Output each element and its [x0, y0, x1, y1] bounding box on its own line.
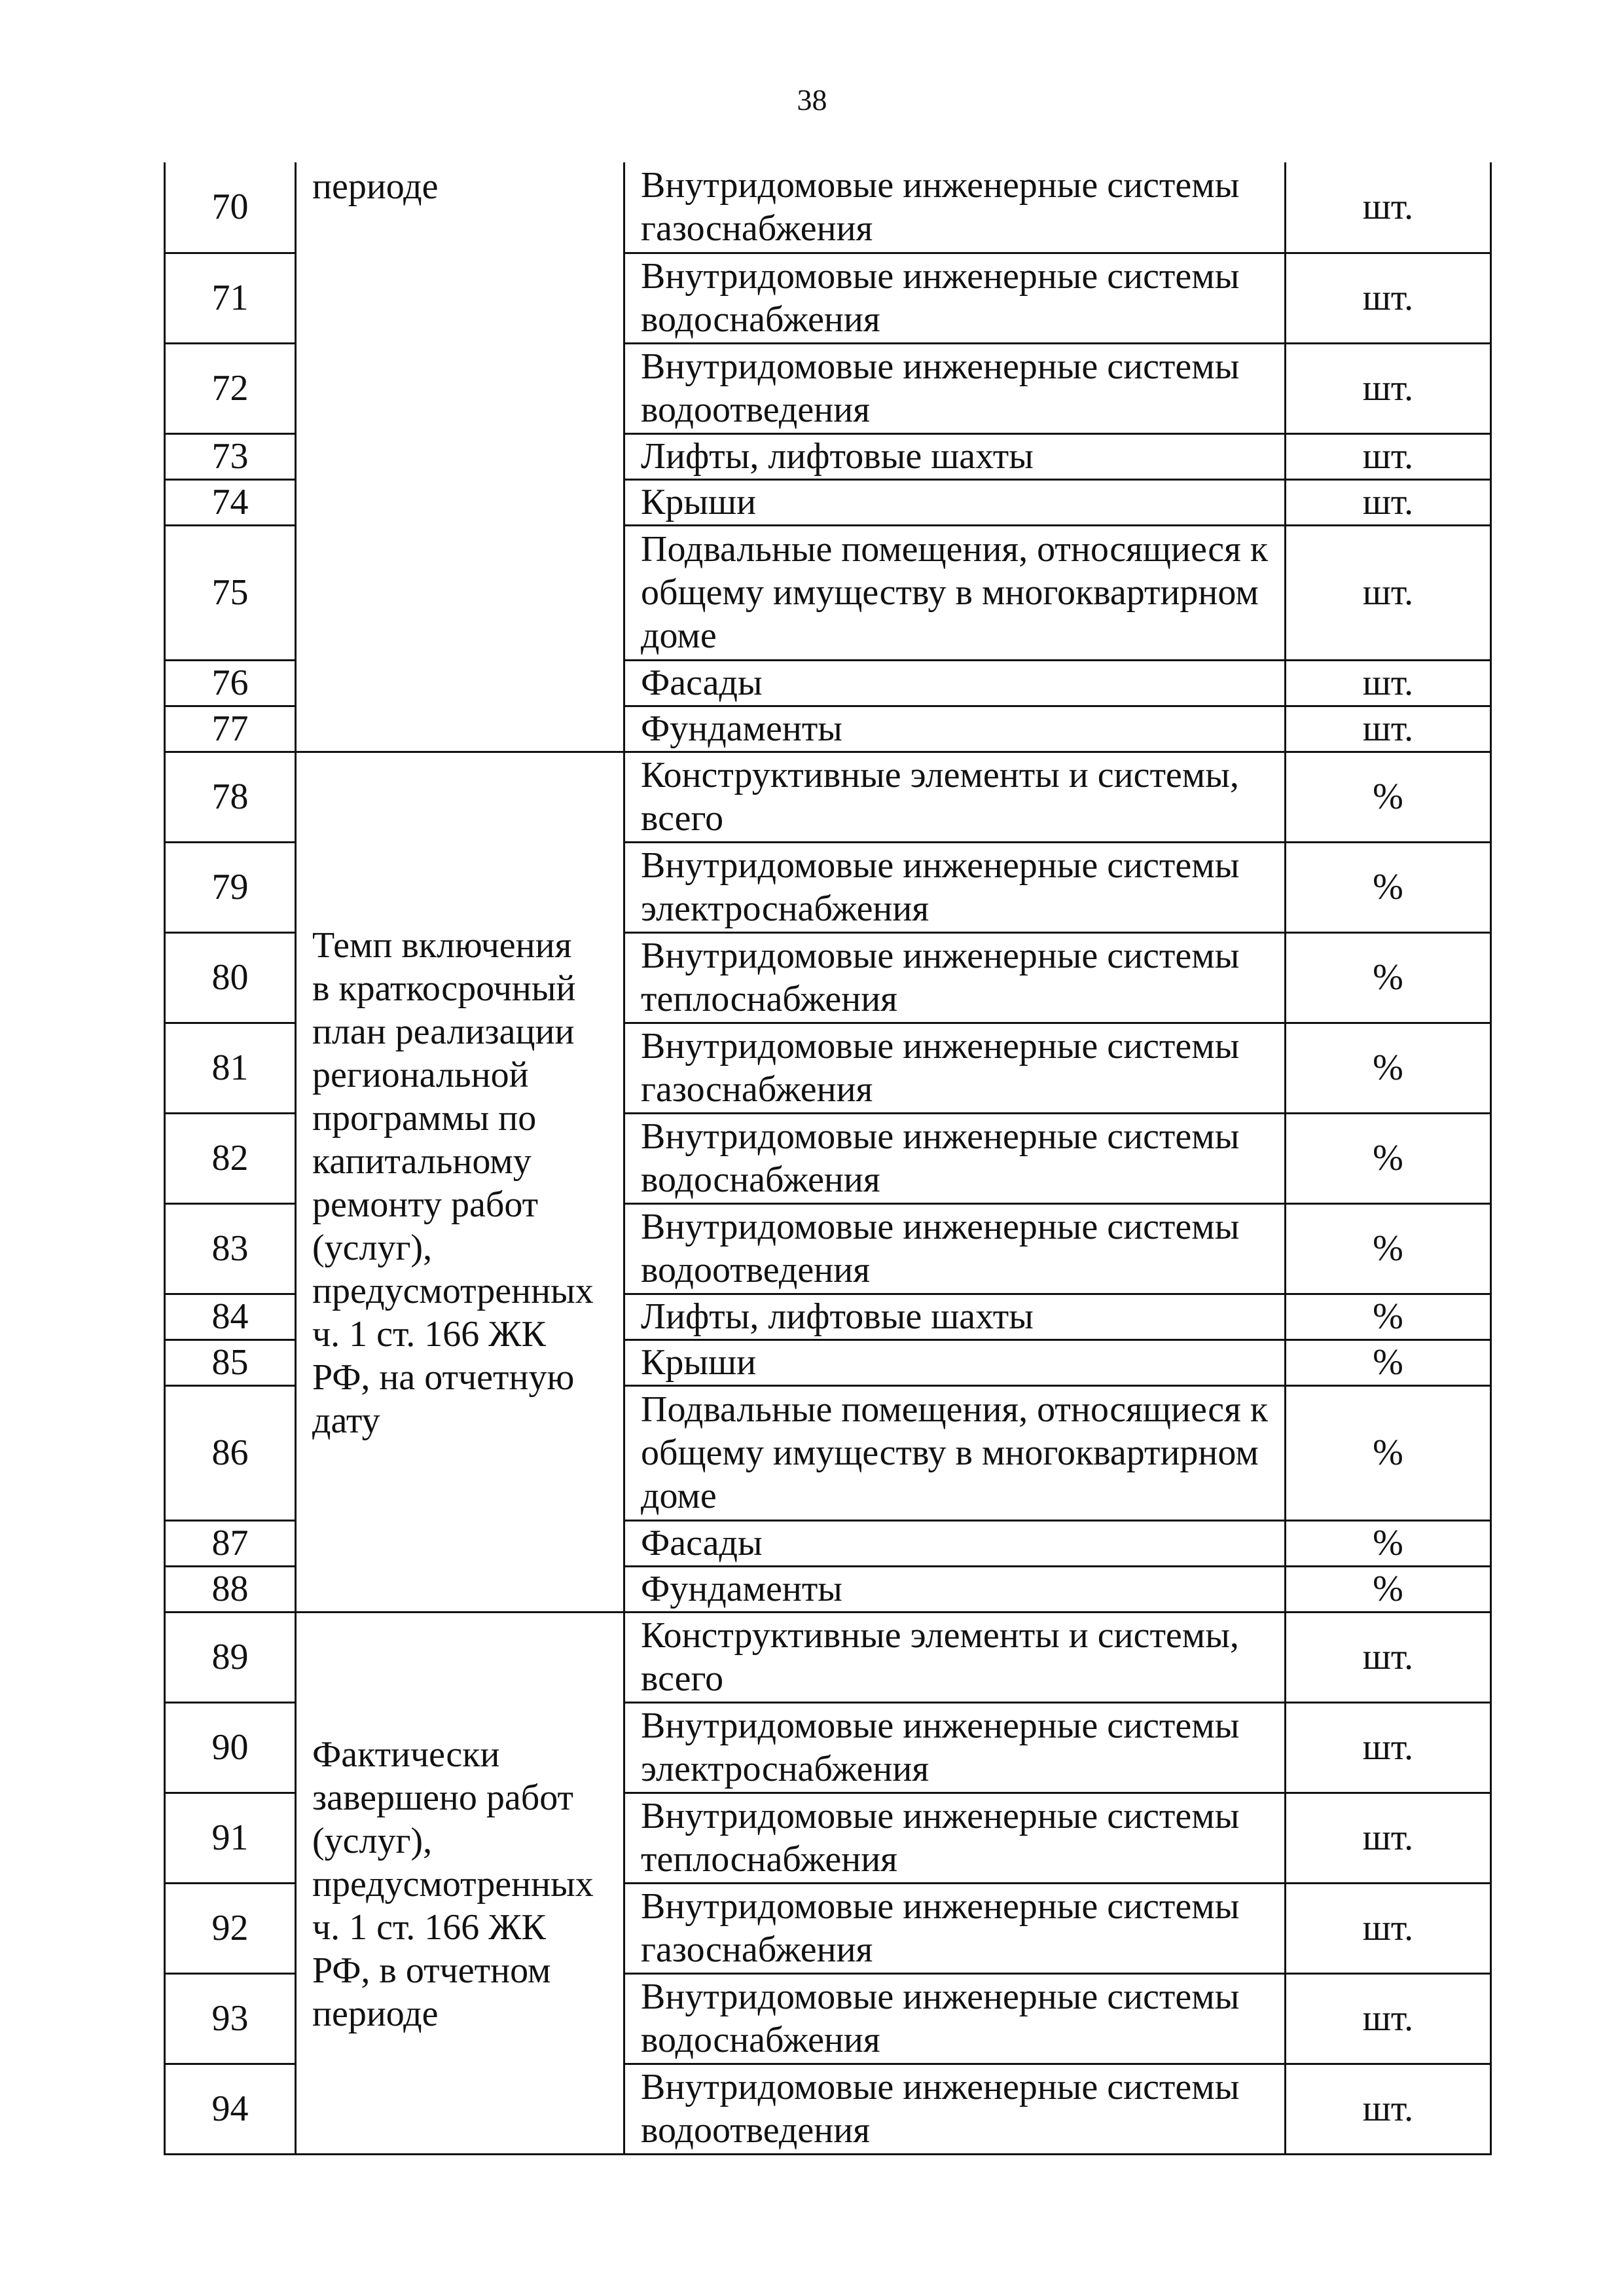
element-name: Внутридомовые инженерные системы газоснабжения [624, 162, 1286, 253]
element-name: Фундаменты [624, 1566, 1286, 1612]
element-name: Внутридомовые инженерные системы теплоснабжения [624, 932, 1286, 1023]
element-name: Внутридомовые инженерные системы водоотведения [624, 343, 1286, 433]
unit-of-measure: % [1286, 752, 1491, 842]
unit-of-measure: шт. [1286, 1793, 1491, 1883]
element-name: Внутридомовые инженерные системы водоснабжения [624, 1973, 1286, 2064]
row-number: 78 [165, 752, 296, 842]
unit-of-measure: шт. [1286, 1973, 1491, 2064]
unit-of-measure: шт. [1286, 2064, 1491, 2154]
row-number: 88 [165, 1566, 296, 1612]
table-row [165, 752, 1491, 842]
unit-of-measure: % [1286, 1113, 1491, 1203]
unit-of-measure: % [1286, 932, 1491, 1023]
element-name: Фасады [624, 660, 1286, 706]
unit-of-measure: % [1286, 1294, 1491, 1339]
element-name: Внутридомовые инженерные системы теплоснабжения [624, 1793, 1286, 1883]
row-number: 71 [165, 253, 296, 343]
row-number: 70 [165, 162, 296, 253]
unit-of-measure: шт. [1286, 253, 1491, 343]
row-number: 82 [165, 1113, 296, 1203]
element-name: Внутридомовые инженерные системы водоотведения [624, 1203, 1286, 1294]
element-name: Лифты, лифтовые шахты [624, 433, 1286, 479]
indicators-table [164, 162, 1492, 2155]
row-number: 79 [165, 842, 296, 932]
row-number: 90 [165, 1702, 296, 1793]
row-number: 86 [165, 1385, 296, 1520]
unit-of-measure: шт. [1286, 1702, 1491, 1793]
row-number: 92 [165, 1883, 296, 1973]
element-name: Лифты, лифтовые шахты [624, 1294, 1286, 1339]
unit-of-measure: шт. [1286, 479, 1491, 525]
row-number: 93 [165, 1973, 296, 2064]
table-row [165, 162, 1491, 253]
unit-of-measure: % [1286, 842, 1491, 932]
element-name: Подвальные помещения, относящиеся к общему имуществу в многоквартирном доме [624, 1385, 1286, 1520]
row-number: 80 [165, 932, 296, 1023]
element-name: Подвальные помещения, относящиеся к общему имуществу в многоквартирном доме [624, 525, 1286, 660]
unit-of-measure: шт. [1286, 1612, 1491, 1702]
unit-of-measure: шт. [1286, 525, 1491, 660]
page-number: 38 [797, 83, 827, 117]
indicator-group-title: Темп включения в краткосрочный план реализации региональной программы по капитальному ремонту работ (услуг), предусмотренных ч. 1 ст. 166 ЖК РФ, на отчетную дату [296, 752, 624, 1612]
row-number: 76 [165, 660, 296, 706]
element-name: Внутридомовые инженерные системы газоснабжения [624, 1023, 1286, 1113]
element-name: Внутридомовые инженерные системы водоснабжения [624, 253, 1286, 343]
unit-of-measure: % [1286, 1385, 1491, 1520]
indicators-table-body [165, 162, 1491, 2154]
row-number: 84 [165, 1294, 296, 1339]
unit-of-measure: шт. [1286, 433, 1491, 479]
unit-of-measure: % [1286, 1203, 1491, 1294]
table-row [165, 1612, 1491, 1702]
unit-of-measure: % [1286, 1023, 1491, 1113]
row-number: 89 [165, 1612, 296, 1702]
unit-of-measure: шт. [1286, 1883, 1491, 1973]
unit-of-measure: % [1286, 1339, 1491, 1385]
row-number: 74 [165, 479, 296, 525]
unit-of-measure: % [1286, 1566, 1491, 1612]
indicator-group-title: периоде [296, 162, 624, 752]
row-number: 83 [165, 1203, 296, 1294]
element-name: Внутридомовые инженерные системы водоснабжения [624, 1113, 1286, 1203]
row-number: 72 [165, 343, 296, 433]
element-name: Конструктивные элементы и системы, всего [624, 1612, 1286, 1702]
element-name: Внутридомовые инженерные системы водоотведения [624, 2064, 1286, 2154]
element-name: Внутридомовые инженерные системы газоснабжения [624, 1883, 1286, 1973]
unit-of-measure: шт. [1286, 343, 1491, 433]
unit-of-measure: % [1286, 1520, 1491, 1566]
element-name: Фасады [624, 1520, 1286, 1566]
row-number: 75 [165, 525, 296, 660]
indicator-group-title: Фактически завершено работ (услуг), предусмотренных ч. 1 ст. 166 ЖК РФ, в отчетном периоде [296, 1612, 624, 2154]
row-number: 85 [165, 1339, 296, 1385]
unit-of-measure: шт. [1286, 162, 1491, 253]
row-number: 73 [165, 433, 296, 479]
row-number: 91 [165, 1793, 296, 1883]
element-name: Фундаменты [624, 706, 1286, 752]
element-name: Внутридомовые инженерные системы электроснабжения [624, 1702, 1286, 1793]
element-name: Крыши [624, 1339, 1286, 1385]
element-name: Крыши [624, 479, 1286, 525]
unit-of-measure: шт. [1286, 660, 1491, 706]
element-name: Конструктивные элементы и системы, всего [624, 752, 1286, 842]
row-number: 94 [165, 2064, 296, 2154]
unit-of-measure: шт. [1286, 706, 1491, 752]
row-number: 77 [165, 706, 296, 752]
element-name: Внутридомовые инженерные системы электроснабжения [624, 842, 1286, 932]
row-number: 81 [165, 1023, 296, 1113]
row-number: 87 [165, 1520, 296, 1566]
